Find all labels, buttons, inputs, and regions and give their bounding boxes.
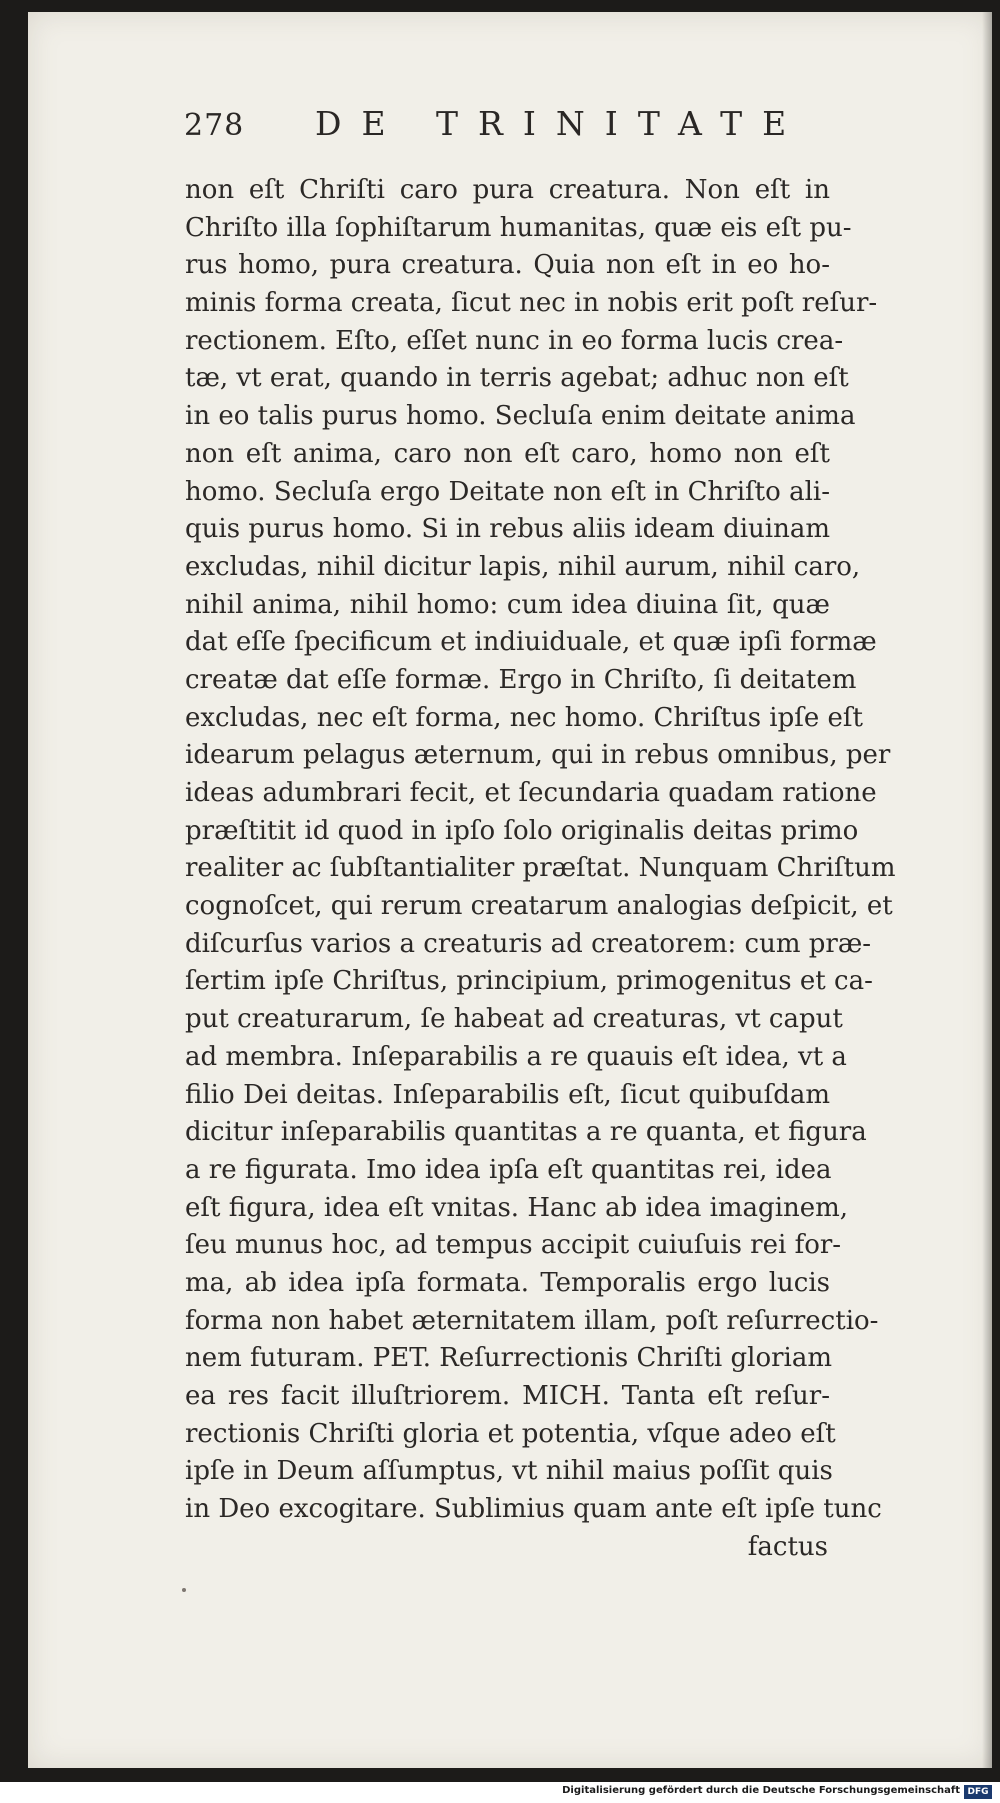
text-line: creatæ dat eſſe formæ. Ergo in Chriſto, ſi deitatem [185,664,857,695]
text-line: rus homo, pura creatura. Quia non eſt in eo ho- [185,250,830,281]
text-line: idearum pelagus æternum, qui in rebus omnibus, per [185,740,891,771]
text-line: in Deo excogitare. Sublimius quam ante eſt ipſe tunc [185,1494,882,1525]
text-line: cognoſcet, qui rerum creatarum analogias deſpicit, et [185,891,893,922]
text-line: non eſt anima, caro non eſt caro, homo non eſt [185,438,830,469]
text-line: præſtitit id quod in ipſo ſolo originalis deitas primo [185,815,859,846]
text-line: ea res facit illuſtriorem. MICH. Tanta eſt reſur- [185,1381,830,1411]
text-line: excludas, nihil dicitur lapis, nihil aurum, nihil caro, [185,551,861,582]
text-line: nihil anima, nihil homo: cum idea diuina ſit, quæ [185,589,830,620]
text-line: Chriſto illa ſophiſtarum humanitas, quæ eis eſt pu- [185,212,852,243]
text-line: ma, ab idea ipſa formata. Temporalis ergo lucis [185,1267,830,1298]
footer-credit: Digitalisierung gefördert durch die Deutsche Forschungsgemeinschaft [562,1785,960,1796]
text-line: filio Dei deitas. Inſeparabilis eſt, ſicut quibuſdam [185,1079,830,1110]
text-line: non eſt Chriſti caro pura creatura. Non eſt in [185,175,830,205]
text-line: ad membra. Inſeparabilis a re quauis eſt idea, vt a [185,1041,847,1072]
running-head [180,96,830,156]
text-line: rectionem. Eſto, eſſet nunc in eo forma lucis crea- [185,325,844,356]
text-line: nem futuram. PET. Reſurrectionis Chriſti gloriam [185,1343,833,1374]
running-title: DE TRINITATE [315,104,807,143]
text-line: tæ, vt erat, quando in terris agebat; adhuc non eſt [185,363,849,394]
page-edge-shadow [982,12,992,1768]
catchword: factus [747,1531,828,1562]
dfg-logo: DFG [964,1785,992,1799]
page-number: 278 [184,108,245,143]
text-line: minis forma creata, ſicut nec in nobis erit poſt reſur- [185,288,878,319]
text-line: rectionis Chriſti gloria et potentia, vſque adeo eſt [185,1418,836,1449]
text-line: quis purus homo. Si in rebus aliis ideam diuinam [185,514,830,545]
text-line: excludas, nec eſt forma, nec homo. Chriſtus ipſe eſt [185,702,863,733]
text-line: homo. Secluſa ergo Deitate non eſt in Chriſto ali- [185,476,830,507]
text-line: a re figurata. Imo idea ipſa eſt quantitas rei, idea [185,1154,832,1185]
text-line: ſeu munus hoc, ad tempus accipit cuiuſuis rei for- [185,1230,842,1261]
text-line: put creaturarum, ſe habeat ad creaturas, vt caput [185,1004,843,1035]
text-line: eſt figura, idea eſt vnitas. Hanc ab idea imaginem, [185,1192,849,1223]
text-line: ideas adumbrari fecit, et ſecundaria quadam ratione [185,778,877,808]
body-text [185,172,896,1566]
text-line: dicitur inſeparabilis quantitas a re quanta, et figura [185,1117,867,1148]
text-line: dat eſſe ſpecificum et indiuiduale, et quæ ipſi formæ [185,627,877,658]
text-line: ſertim ipſe Chriſtus, principium, primogenitus et ca- [185,966,873,997]
ink-speck [182,1588,186,1592]
text-line: realiter ac ſubſtantialiter præſtat. Nunquam Chriſtum [185,853,896,884]
text-line: diſcurſus varios a creaturis ad creatorem: cum præ- [185,928,872,959]
footer-bar [0,1782,1000,1803]
text-line: ipſe in Deum aſſumptus, vt nihil maius poſſit quis [185,1456,833,1487]
text-line: in eo talis purus homo. Secluſa enim deitate anima [185,401,856,432]
text-line: forma non habet æternitatem illam, poſt reſurrectio- [185,1305,879,1336]
